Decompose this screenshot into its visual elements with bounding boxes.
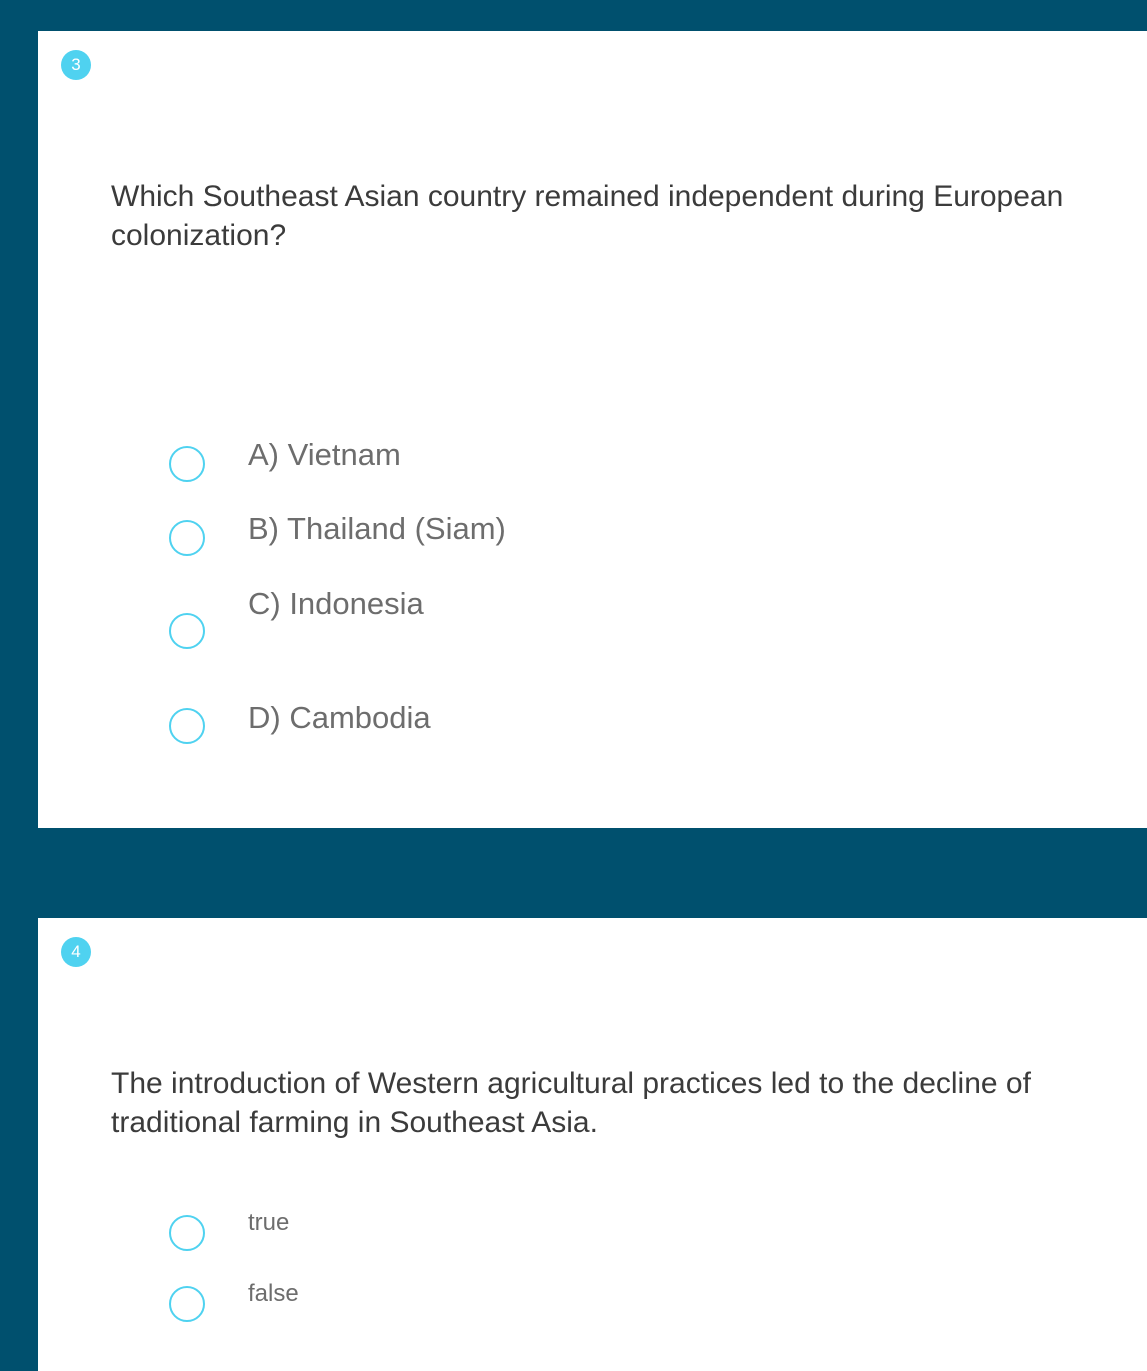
option-c[interactable] [169, 586, 769, 636]
question-text: Which Southeast Asian country remained independent during European colonization? [111, 180, 1064, 252]
option-d[interactable] [169, 700, 769, 745]
radio-button[interactable] [169, 708, 205, 744]
question-text: The introduction of Western agricultural practices led to the decline of traditional farming in Southeast Asia. [111, 1067, 1031, 1139]
option-label: B) Thailand (Siam) [248, 511, 506, 546]
radio-button[interactable] [169, 1286, 205, 1322]
question-card-4 [38, 918, 1147, 1371]
option-label: true [248, 1209, 290, 1236]
question-card-3 [38, 31, 1147, 828]
option-false[interactable] [169, 1280, 769, 1325]
option-label: false [248, 1280, 299, 1307]
question-number-badge: 4 [61, 937, 91, 967]
radio-button[interactable] [169, 446, 205, 482]
option-label: D) Cambodia [248, 700, 431, 735]
option-a[interactable] [169, 437, 769, 482]
option-label: C) Indonesia [248, 586, 424, 621]
option-true[interactable] [169, 1209, 769, 1254]
question-number-badge: 3 [61, 50, 91, 80]
radio-button[interactable] [169, 1215, 205, 1251]
radio-button[interactable] [169, 520, 205, 556]
radio-button[interactable] [169, 613, 205, 649]
option-label: A) Vietnam [248, 437, 401, 472]
option-b[interactable] [169, 511, 769, 556]
